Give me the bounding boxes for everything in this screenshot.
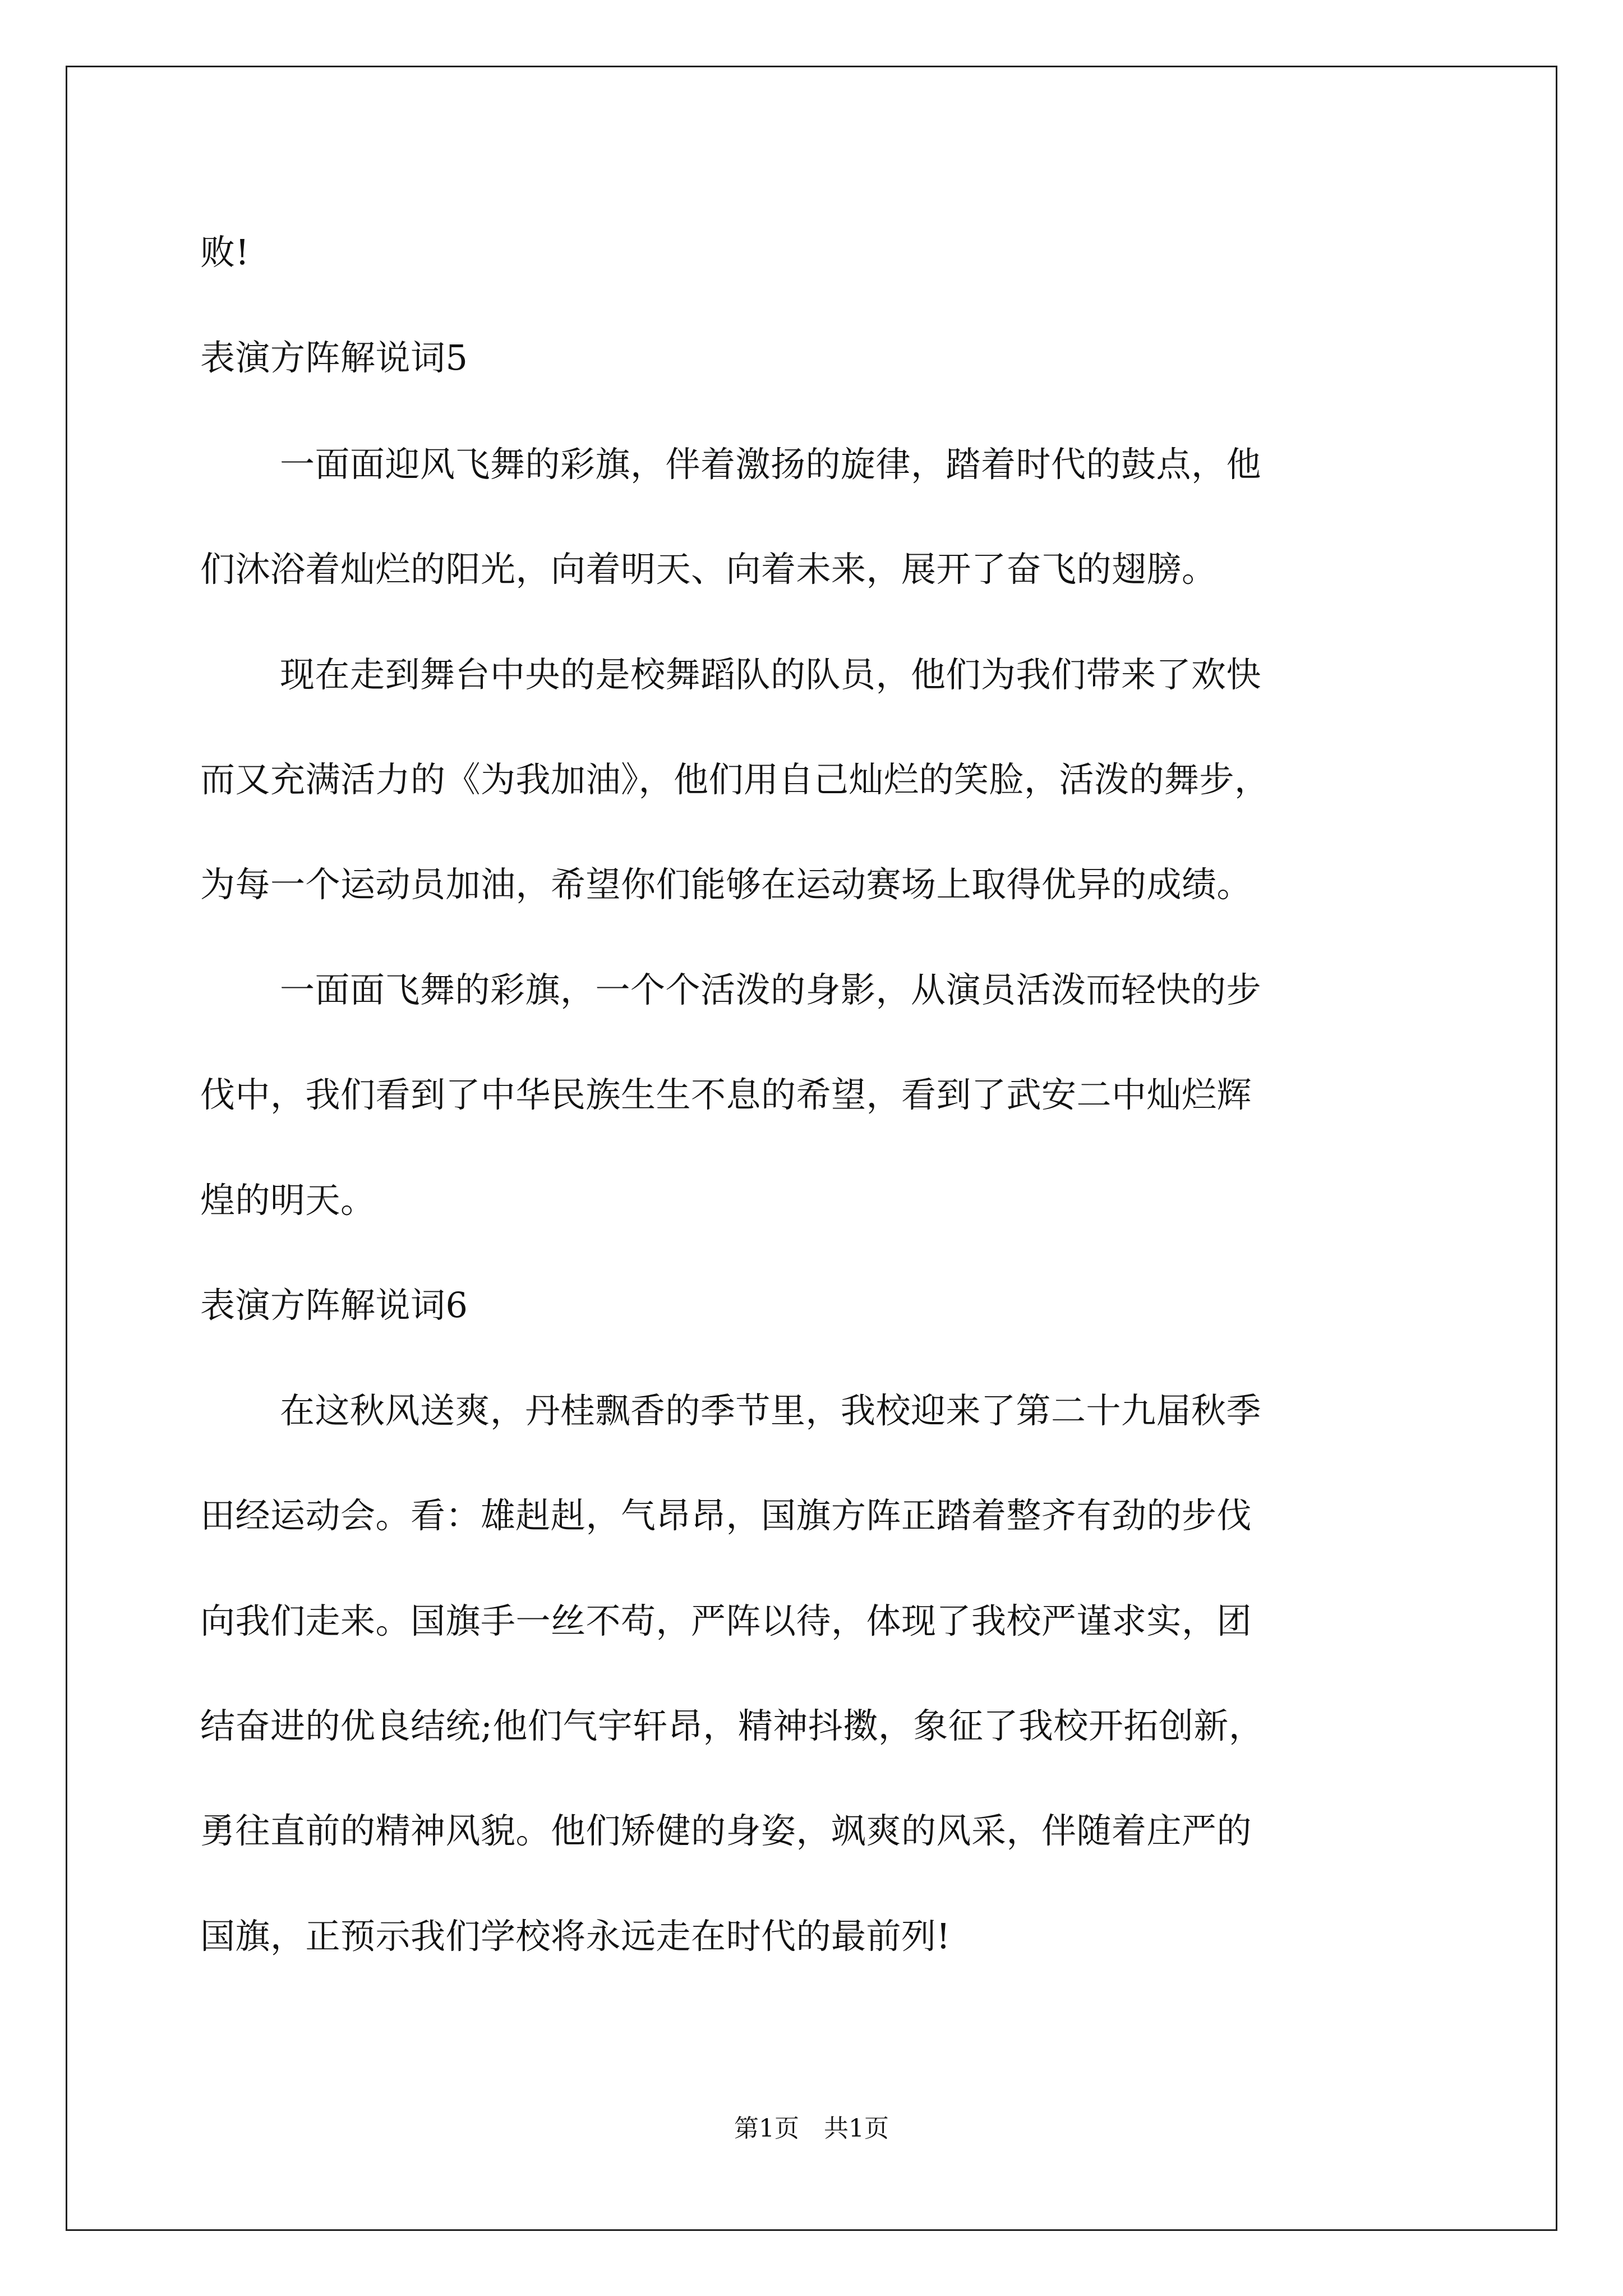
paragraph-line: 勇往直前的精神风貌。他们矫健的身姿，飒爽的风采，伴随着庄严的	[200, 1810, 1252, 1851]
paragraph-line: 田经运动会。看：雄赳赳，气昂昂，国旗方阵正踏着整齐有劲的步伐	[200, 1495, 1252, 1536]
paragraph-line: 国旗，正预示我们学校将永远走在时代的最前列!	[200, 1916, 951, 1957]
paragraph-line: 在这秋风送爽，丹桂飘香的季节里，我校迎来了第二十九届秋季	[280, 1390, 1262, 1431]
paragraph-line: 一面面迎风飞舞的彩旗，伴着激扬的旋律，踏着时代的鼓点，他	[280, 444, 1262, 485]
paragraph-line: 伐中，我们看到了中华民族生生不息的希望，看到了武安二中灿烂辉	[200, 1074, 1252, 1115]
section-heading: 表演方阵解说词5	[200, 337, 468, 378]
page-border	[66, 66, 1557, 2231]
paragraph-line: 现在走到舞台中央的是校舞蹈队的队员，他们为我们带来了欢快	[280, 654, 1262, 695]
paragraph-line: 而又充满活力的《为我加油》，他们用自己灿烂的笑脸，活泼的舞步，	[200, 759, 1270, 800]
paragraph-line: 为每一个运动员加油，希望你们能够在运动赛场上取得优异的成绩。	[200, 864, 1252, 905]
section-heading: 表演方阵解说词6	[200, 1285, 468, 1326]
paragraph-line: 一面面飞舞的彩旗，一个个活泼的身影，从演员活泼而轻快的步	[280, 969, 1262, 1010]
paragraph-line: 煌的明天。	[200, 1180, 376, 1221]
paragraph-line: 向我们走来。国旗手一丝不苟，严阵以待，体现了我校严谨求实，团	[200, 1600, 1252, 1641]
page-number-footer: 第1页 共1页	[734, 2114, 889, 2143]
paragraph-line: 们沐浴着灿烂的阳光，向着明天、向着未来，展开了奋飞的翅膀。	[200, 549, 1217, 590]
paragraph-continuation: 败!	[200, 232, 250, 273]
paragraph-line: 结奋进的优良结统;他们气宇轩昂，精神抖擞，象征了我校开拓创新，	[200, 1705, 1264, 1746]
